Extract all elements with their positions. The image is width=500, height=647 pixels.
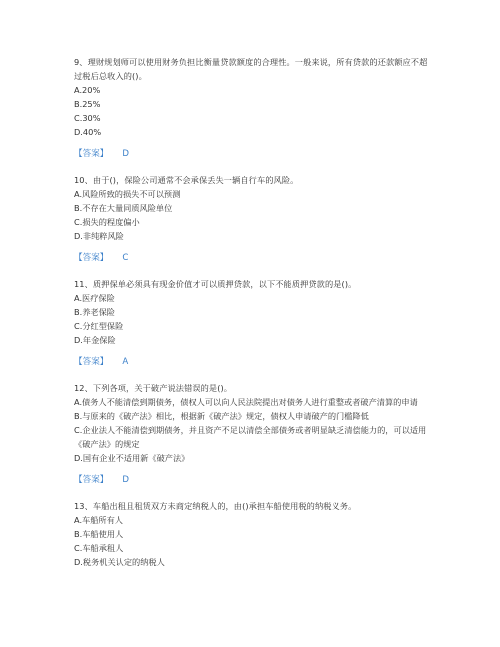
question-stem: 9、理财规划师可以使用财务负担比衡量贷款额度的合理性。一般来说，所有贷款的还款额应不超过税后总收入的()。 [74, 57, 428, 81]
option-d: D.税务机关认定的纳税人 [74, 557, 165, 567]
option-c: C.损失的程度偏小 [74, 217, 140, 227]
question-stem: 12、下列各项，关于破产说法错误的是()。 [74, 383, 233, 393]
option-a: A.风险所致的损失不可以预测 [74, 189, 181, 199]
option-a: A.20% [74, 85, 101, 95]
option-c: C.企业法人不能清偿到期债务，并且资产不足以清偿全部债务或者明显缺乏清偿能力的，可以适用《破产法》的规定 [74, 425, 427, 449]
option-b: B.车船使用人 [74, 529, 124, 539]
option-a: A.医疗保险 [74, 293, 115, 303]
option-c: C.30% [74, 113, 101, 123]
question-11 [74, 277, 434, 369]
option-a: A.债务人不能清偿到期债务，债权人可以向人民法院提出对债务人进行重整或者破产清算的申请 [74, 397, 418, 407]
answer-label: 【答案】 [74, 149, 109, 159]
answer-line [74, 147, 434, 161]
option-b: B.25% [74, 99, 101, 109]
question-13 [74, 499, 434, 569]
answer-value: A [122, 357, 129, 367]
answer-line [74, 355, 434, 369]
answer-label: 【答案】 [74, 475, 109, 485]
option-d: D.国有企业不适用新《破产法》 [74, 453, 190, 463]
answer-value: D [122, 475, 130, 485]
option-d: D.40% [74, 127, 102, 137]
option-b: B.养老保险 [74, 307, 115, 317]
question-stem: 10、由于()，保险公司通常不会承保丢失一辆自行车的风险。 [74, 175, 299, 185]
question-12 [74, 381, 434, 487]
question-10 [74, 173, 434, 265]
answer-label: 【答案】 [74, 357, 109, 367]
option-a: A.车船所有人 [74, 515, 123, 525]
answer-value: D [122, 149, 130, 159]
option-d: D.非纯粹风险 [74, 231, 124, 241]
answer-line [74, 473, 434, 487]
option-b: B.不存在大量同质风险单位 [74, 203, 173, 213]
option-c: C.分红型保险 [74, 321, 124, 331]
question-stem: 11、质押保单必须具有现金价值才可以质押贷款，以下不能质押贷款的是()。 [74, 279, 357, 289]
option-d: D.年金保险 [74, 335, 116, 345]
answer-label: 【答案】 [74, 253, 109, 263]
answer-line [74, 251, 434, 265]
option-c: C.车船承租人 [74, 543, 124, 553]
question-list [74, 55, 434, 571]
question-9 [74, 55, 434, 161]
option-b: B.与原来的《破产法》相比，根据新《破产法》规定，债权人申请破产的门槛降低 [74, 411, 369, 421]
question-stem: 13、车船出租且租赁双方未商定纳税人的，由()承担车船使用税的纳税义务。 [74, 501, 357, 511]
answer-value: C [122, 253, 129, 263]
